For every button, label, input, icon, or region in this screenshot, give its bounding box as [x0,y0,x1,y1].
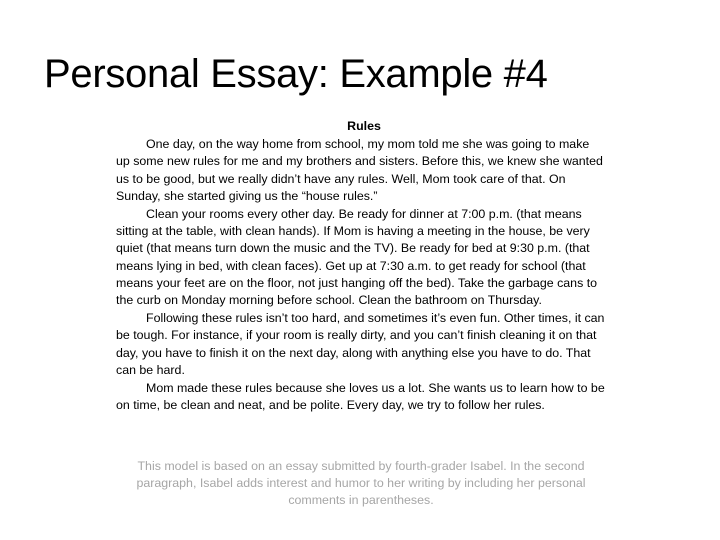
essay-heading: Rules [347,119,381,133]
essay-paragraph-3: Following these rules isn’t too hard, and sometimes it’s even fun. Other times, it can be tough. For instance, if your room is really dirty, and you can’t finish cleaning it on that day, you have to finish it on the next day, along with anything else you have to do. That can be hard. [116,311,605,377]
essay-paragraph-1: One day, on the way home from school, my mom told me she was going to make up some new rules for me and my brothers and sisters. Before this, we knew she wanted us to be good, but we really didn’t have any rules. Well, Mom took care of that. On Sunday, she started giving us the “house rules.” [116,137,603,203]
slide-title: Personal Essay: Example #4 [44,52,548,96]
essay-paragraph-2: Clean your rooms every other day. Be ready for dinner at 7:00 p.m. (that means sitting at the table, with clean hands). If Mom is having a meeting in the house, be very quiet (that means turn down the music and the TV). Be ready for bed at 9:30 p.m. (that means lying in bed, with clean faces). Get up at 7:30 a.m. to get ready for school (that means your feet are on the floor, not just hanging off the bed). Take the garbage cans to the curb on Monday morning before school. Clean the bathroom on Thursday. [116,207,598,308]
slide-caption: This model is based on an essay submitted by fourth-grader Isabel. In the second paragraph, Isabel adds interest and humor to her writing by including her personal comments in parentheses. [136,459,586,508]
essay-paragraph-4: Mom made these rules because she loves us a lot. She wants us to learn how to be on time, be clean and neat, and be polite. Every day, we try to follow her rules. [116,381,605,413]
essay-body [116,118,606,414]
